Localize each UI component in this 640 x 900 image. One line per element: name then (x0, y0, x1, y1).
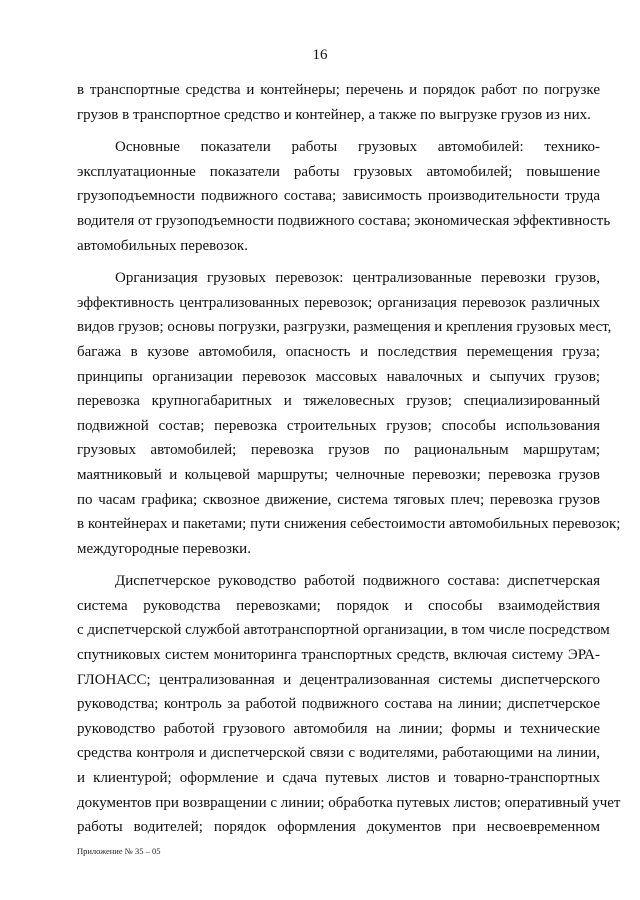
text-line: документов при возвращении с линии; обработка путевых листов; оперативный учет (77, 794, 621, 811)
text-line: в транспортные средства и контейнеры; перечень и порядок работ по погрузке (77, 82, 600, 98)
text-line: грузов в транспортное средство и контейнер, а также по выгрузке грузов из них. (77, 106, 591, 123)
text-line: ГЛОНАСС; централизованная и децентрализованная системы диспетчерского (77, 671, 600, 688)
text-line: система руководства перевозками; порядок и способы взаимодействия (77, 597, 600, 614)
text-line: эксплуатационные показатели работы грузовых автомобилей; повышение (77, 163, 600, 180)
text-line: Основные показатели работы грузовых автомобилей: технико- (115, 139, 600, 156)
text-line: водителя от грузоподъемности подвижного состава; экономическая эффективность (77, 212, 611, 229)
text-line: средства контроля и диспетчерской связи с водителями, работающими на линии, (77, 745, 600, 762)
text-line: автомобильных перевозок. (77, 237, 248, 254)
paragraph-dispatch-management (77, 569, 621, 840)
text-line: подвижной состав; перевозка строительных грузов; способы использования (77, 417, 600, 434)
text-line: и клиентурой; оформление и сдача путевых листов и товарно-транспортных (77, 770, 600, 787)
text-line: руководство работой грузового автомобиля на линии; формы и технические (77, 720, 600, 737)
paragraph-freight-organization (77, 266, 621, 561)
text-line: принципы организации перевозок массовых навалочных и сыпучих грузов; (77, 368, 600, 385)
text-line: междугородные перевозки. (77, 540, 251, 557)
text-line: по часам графика; сквозное движение, система тяговых плеч; перевозка грузов (77, 491, 600, 508)
page-number: 16 (312, 47, 328, 63)
text-line: грузоподъемности подвижного состава; зависимость производительности труда (77, 188, 600, 205)
text-line: руководства; контроль за работой подвижного состава на линии; диспетчерское (77, 696, 600, 713)
paragraph-loading-continued (77, 78, 600, 127)
text-line: багажа в кузове автомобиля, опасность и последствия перемещения груза; (77, 343, 600, 360)
text-line: Организация грузовых перевозок: централизованные перевозки грузов, (115, 270, 600, 287)
text-line: спутниковых систем мониторинга транспортных средств, включая систему ЭРА- (77, 647, 600, 664)
text-line: грузовых автомобилей; перевозка грузов по рациональным маршрутам; (77, 442, 600, 459)
footer-note: Приложение № 35 – 05 (77, 846, 161, 856)
text-line: видов грузов; основы погрузки, разгрузки, размещения и крепления грузовых мест, (77, 319, 612, 336)
text-line: маятниковый и кольцевой маршруты; челночные перевозки; перевозка грузов (77, 466, 600, 483)
text-line: с диспетчерской службой автотранспортной организации, в том числе посредством (77, 622, 610, 639)
text-line: работы водителей; порядок оформления документов при несвоевременном (77, 819, 600, 836)
text-line: Диспетчерское руководство работой подвижного состава: диспетчерская (115, 573, 600, 590)
document-body (77, 78, 621, 840)
text-line: в контейнерах и пакетами; пути снижения себестоимости автомобильных перевозок; (77, 516, 621, 533)
paragraph-truck-performance (77, 135, 611, 258)
text-line: перевозка крупногабаритных и тяжеловесных грузов; специализированный (77, 393, 600, 410)
text-line: эффективность централизованных перевозок; организация перевозок различных (77, 294, 600, 311)
